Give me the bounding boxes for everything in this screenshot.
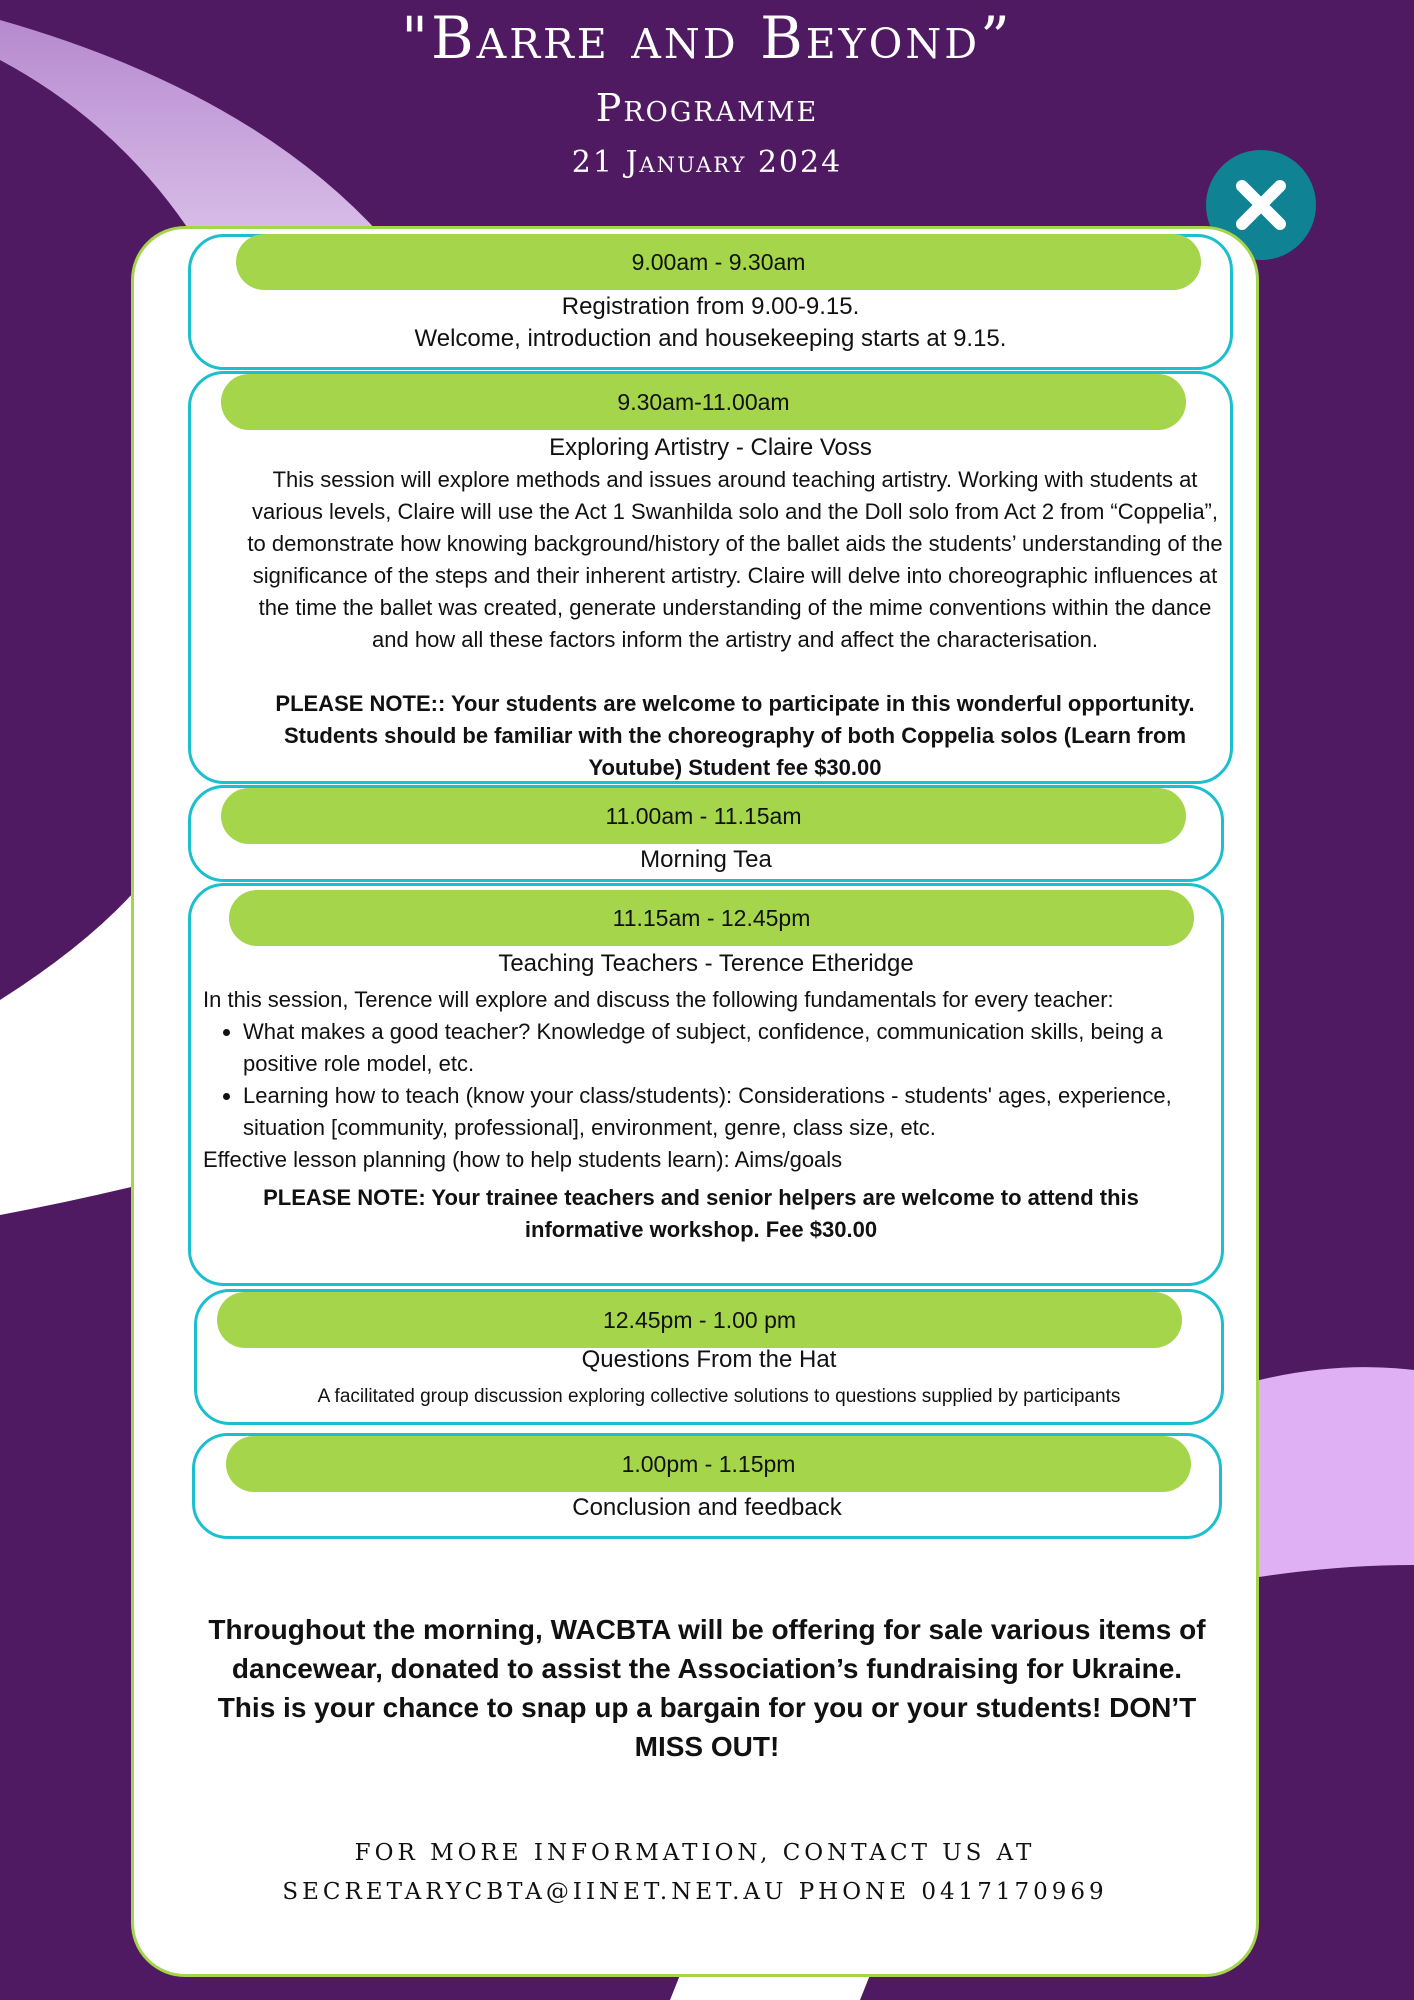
session-box bbox=[192, 1433, 1222, 1539]
session-time: 11.00am - 11.15am bbox=[221, 788, 1186, 844]
session-box bbox=[188, 234, 1233, 370]
session-title: Exploring Artistry - Claire Voss bbox=[549, 434, 872, 461]
session-extra: Effective lesson planning (how to help students learn): Aims/goals bbox=[203, 1147, 843, 1172]
session-description: This session will explore methods and issues around teaching artistry. Working with students at various levels, Claire will use the Act 1 Swanhilda solo and the Doll solo from Act 2 from “Coppelia”, to demonstrate how knowing background/history of the ballet aids the students’ understanding of the significance of the steps and their inherent artistry. Claire will delve into choreographic influences at the time the ballet was created, generate understanding of the mime conventions within the dance and how all these factors inform the artistry and affect the characterisation. bbox=[247, 467, 1223, 652]
list-item: • What makes a good teacher? Knowledge of subject, confidence, communication skills, being a positive role model, etc. bbox=[243, 1016, 1213, 1080]
session-time: 12.45pm - 1.00 pm bbox=[217, 1292, 1182, 1348]
event-date: 21 January 2024 bbox=[571, 145, 843, 180]
session-title: Teaching Teachers - Terence Etheridge bbox=[498, 950, 914, 977]
session-title: Morning Tea bbox=[640, 846, 772, 873]
session-line: Registration from 9.00-9.15. bbox=[561, 293, 860, 320]
session-box bbox=[188, 785, 1224, 882]
session-note: PLEASE NOTE: Your trainee teachers and senior helpers are welcome to attend this informative workshop. Fee $30.00 bbox=[263, 1185, 1139, 1242]
session-title: Questions From the Hat bbox=[581, 1346, 837, 1373]
session-box bbox=[188, 371, 1233, 784]
session-description: A facilitated group discussion exploring collective solutions to questions supplied by participants bbox=[317, 1386, 1121, 1407]
contact-line: FOR MORE INFORMATION, CONTACT US AT bbox=[354, 1840, 1036, 1866]
programme-heading: Programme bbox=[595, 86, 819, 130]
session-time: 11.15am - 12.45pm bbox=[229, 890, 1194, 946]
session-line: Welcome, introduction and housekeeping starts at 9.15. bbox=[414, 325, 1007, 352]
contact-line: SECRETARYCBTA@IINET.NET.AU PHONE 0417170969 bbox=[282, 1879, 1108, 1905]
session-intro: In this session, Terence will explore and discuss the following fundamentals for every teacher: bbox=[203, 987, 1114, 1012]
session-title: Conclusion and feedback bbox=[572, 1494, 842, 1521]
session-box bbox=[194, 1289, 1224, 1425]
session-note: PLEASE NOTE:: Your students are welcome to participate in this wonderful opportunity. Students should be familiar with the choreography of both Coppelia solos (Learn from Youtube) Student fee $30.00 bbox=[275, 691, 1195, 780]
list-item: • Learning how to teach (know your class/students): Considerations - students' ages, experience, situation [community, professional], environment, genre, class size, etc. bbox=[243, 1080, 1213, 1144]
session-time: 9.30am-11.00am bbox=[221, 374, 1186, 430]
session-time: 9.00am - 9.30am bbox=[236, 234, 1201, 290]
fundraising-notice: Throughout the morning, WACBTA will be offering for sale various items of dancewear, donated to assist the Association’s fundraising for Ukraine. This is your chance to snap up a bargain for you or your students! DON’T MISS OUT! bbox=[208, 1614, 1206, 1762]
contact-info bbox=[131, 1834, 1259, 1912]
session-box bbox=[188, 883, 1224, 1286]
session-time: 1.00pm - 1.15pm bbox=[226, 1436, 1191, 1492]
event-title: "Barre and Beyond” bbox=[401, 4, 1013, 72]
